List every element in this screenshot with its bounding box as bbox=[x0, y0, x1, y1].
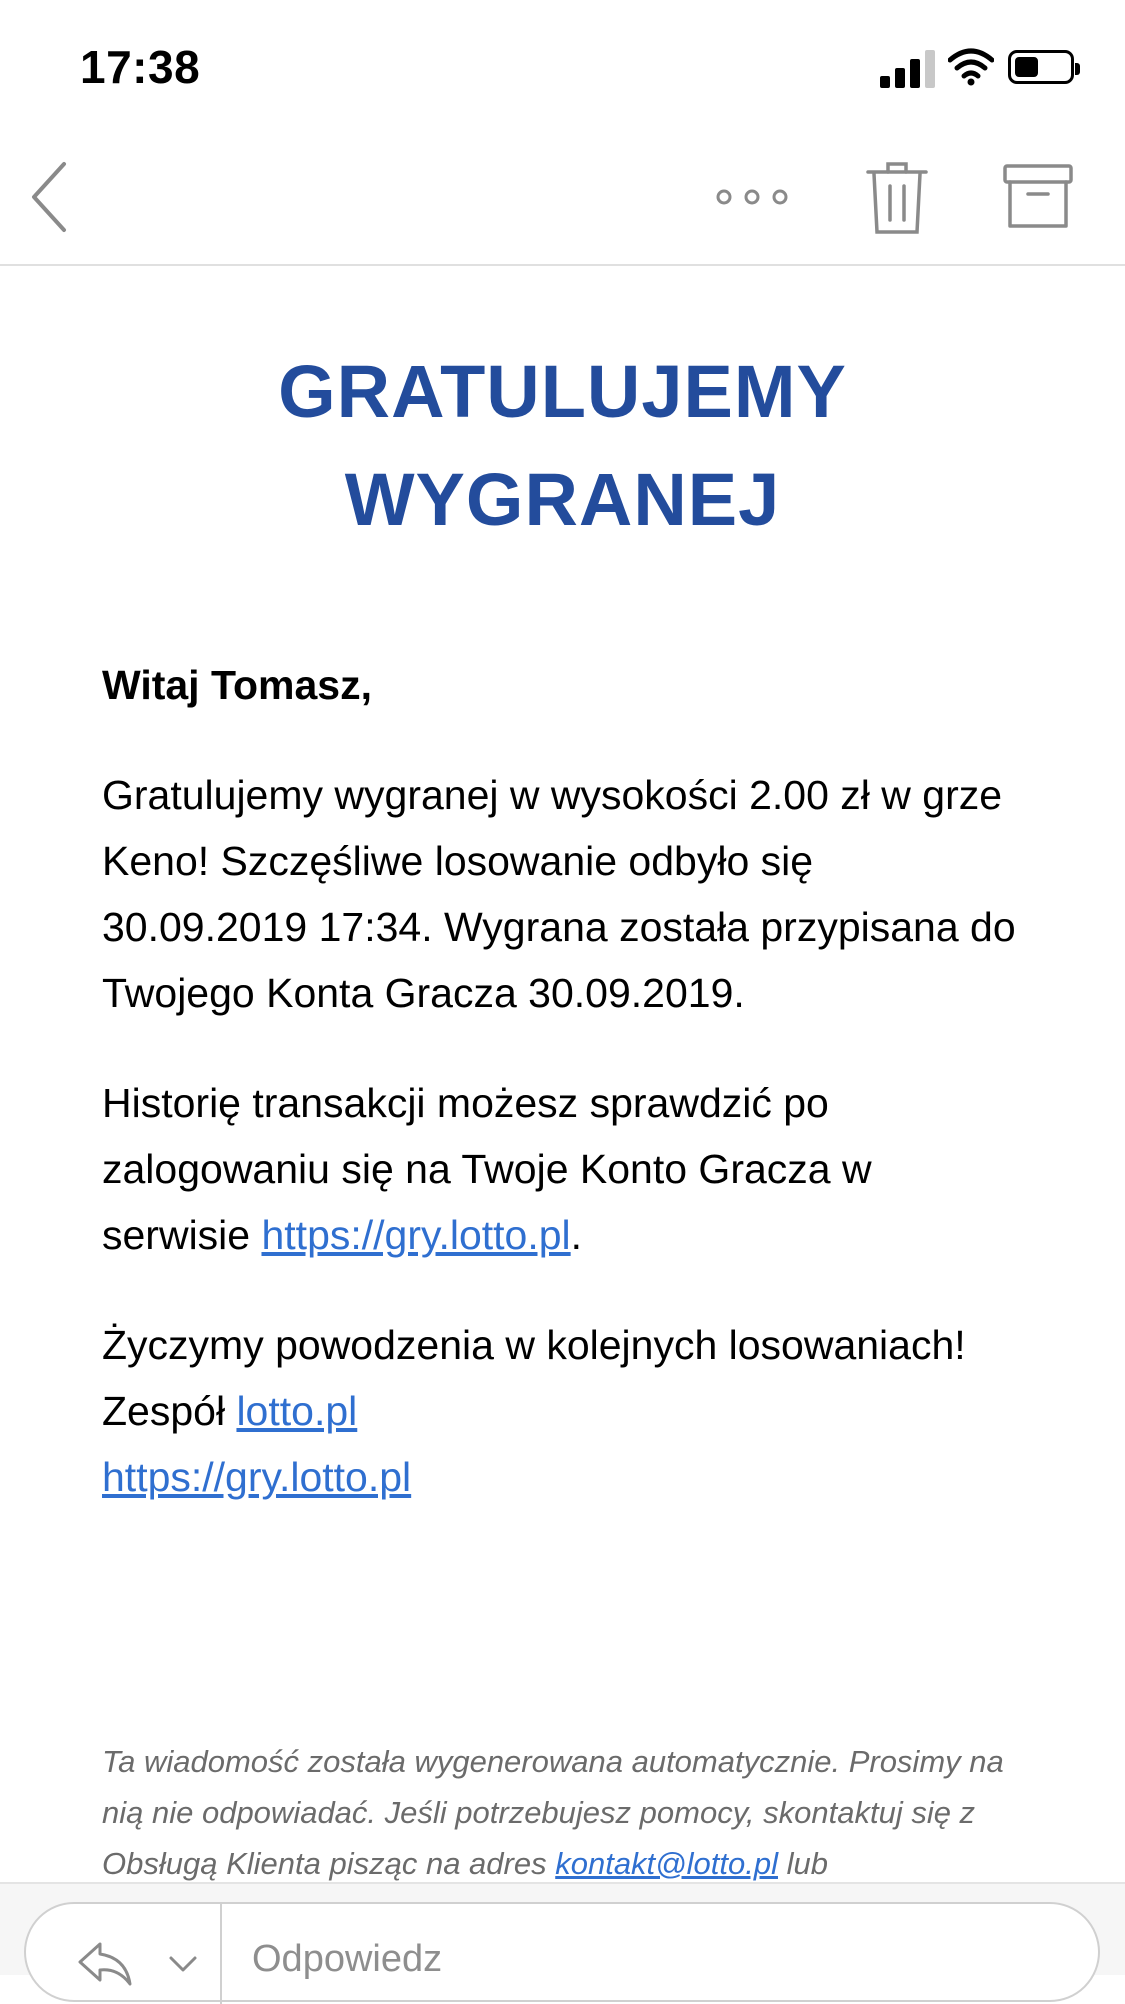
headline-line-2: WYGRANEJ bbox=[344, 458, 781, 541]
closing-line: Życzymy powodzenia w kolejnych losowaniach! bbox=[102, 1322, 966, 1368]
trash-icon bbox=[868, 164, 926, 232]
wifi-icon bbox=[948, 46, 994, 86]
footer-text-end: lub bbox=[777, 1846, 828, 1881]
closing-paragraph bbox=[102, 1312, 1022, 1510]
reply-divider bbox=[220, 1904, 222, 2004]
headline-line-1: GRATULUJEMY bbox=[278, 350, 847, 433]
back-button[interactable] bbox=[26, 158, 70, 236]
lotto-link[interactable]: https://gry.lotto.pl bbox=[261, 1212, 571, 1258]
archive-icon bbox=[1005, 166, 1071, 226]
email-headline bbox=[0, 338, 1125, 554]
history-paragraph bbox=[102, 1070, 1022, 1268]
reply-icon[interactable] bbox=[74, 1938, 134, 1988]
reply-input[interactable]: Odpowiedz bbox=[252, 1938, 443, 1980]
email-content bbox=[0, 266, 1125, 1882]
mail-toolbar bbox=[0, 130, 1125, 266]
history-text-end: . bbox=[570, 1212, 583, 1258]
more-horizontal-icon bbox=[718, 191, 786, 203]
chevron-down-icon[interactable] bbox=[168, 1954, 198, 1974]
status-time: 17:38 bbox=[80, 41, 201, 93]
more-button[interactable] bbox=[712, 172, 792, 222]
battery-level bbox=[1015, 57, 1038, 77]
signature-text: Zespół bbox=[102, 1388, 237, 1434]
delete-button[interactable] bbox=[864, 160, 930, 236]
auto-generated-note bbox=[102, 1736, 1042, 1882]
reply-bar bbox=[0, 1882, 1125, 1980]
win-paragraph: Gratulujemy wygranej w wysokości 2.00 zł w grze Keno! Szczęśliwe losowanie odbyło się 30.09.2019 17:34. Wygrana została przypisana do Twojego Konta Gracza 30.09.2019. bbox=[102, 772, 1016, 1016]
reply-field[interactable] bbox=[24, 1902, 1100, 2002]
signature-url-link[interactable]: https://gry.lotto.pl bbox=[102, 1454, 412, 1500]
history-text: Historię transakcji możesz sprawdzić po zalogowaniu się na Twoje Konto Gracza w serwisie bbox=[102, 1080, 872, 1258]
battery-icon bbox=[1008, 50, 1074, 84]
status-bar bbox=[0, 0, 1125, 130]
contact-email-link[interactable]: kontakt@lotto.pl bbox=[555, 1846, 778, 1881]
email-greeting: Witaj Tomasz, bbox=[102, 662, 372, 708]
footer-text: Ta wiadomość została wygenerowana automatycznie. Prosimy na nią nie odpowiadać. Jeśli potrzebujesz pomocy, skontaktuj się z Obsługą Klienta pisząc na adres bbox=[102, 1744, 1004, 1881]
archive-button[interactable] bbox=[1002, 162, 1074, 230]
email-body bbox=[102, 652, 1022, 1554]
chevron-left-icon bbox=[34, 164, 64, 230]
cellular-signal-icon bbox=[880, 50, 936, 88]
signature-link[interactable]: lotto.pl bbox=[236, 1388, 358, 1434]
